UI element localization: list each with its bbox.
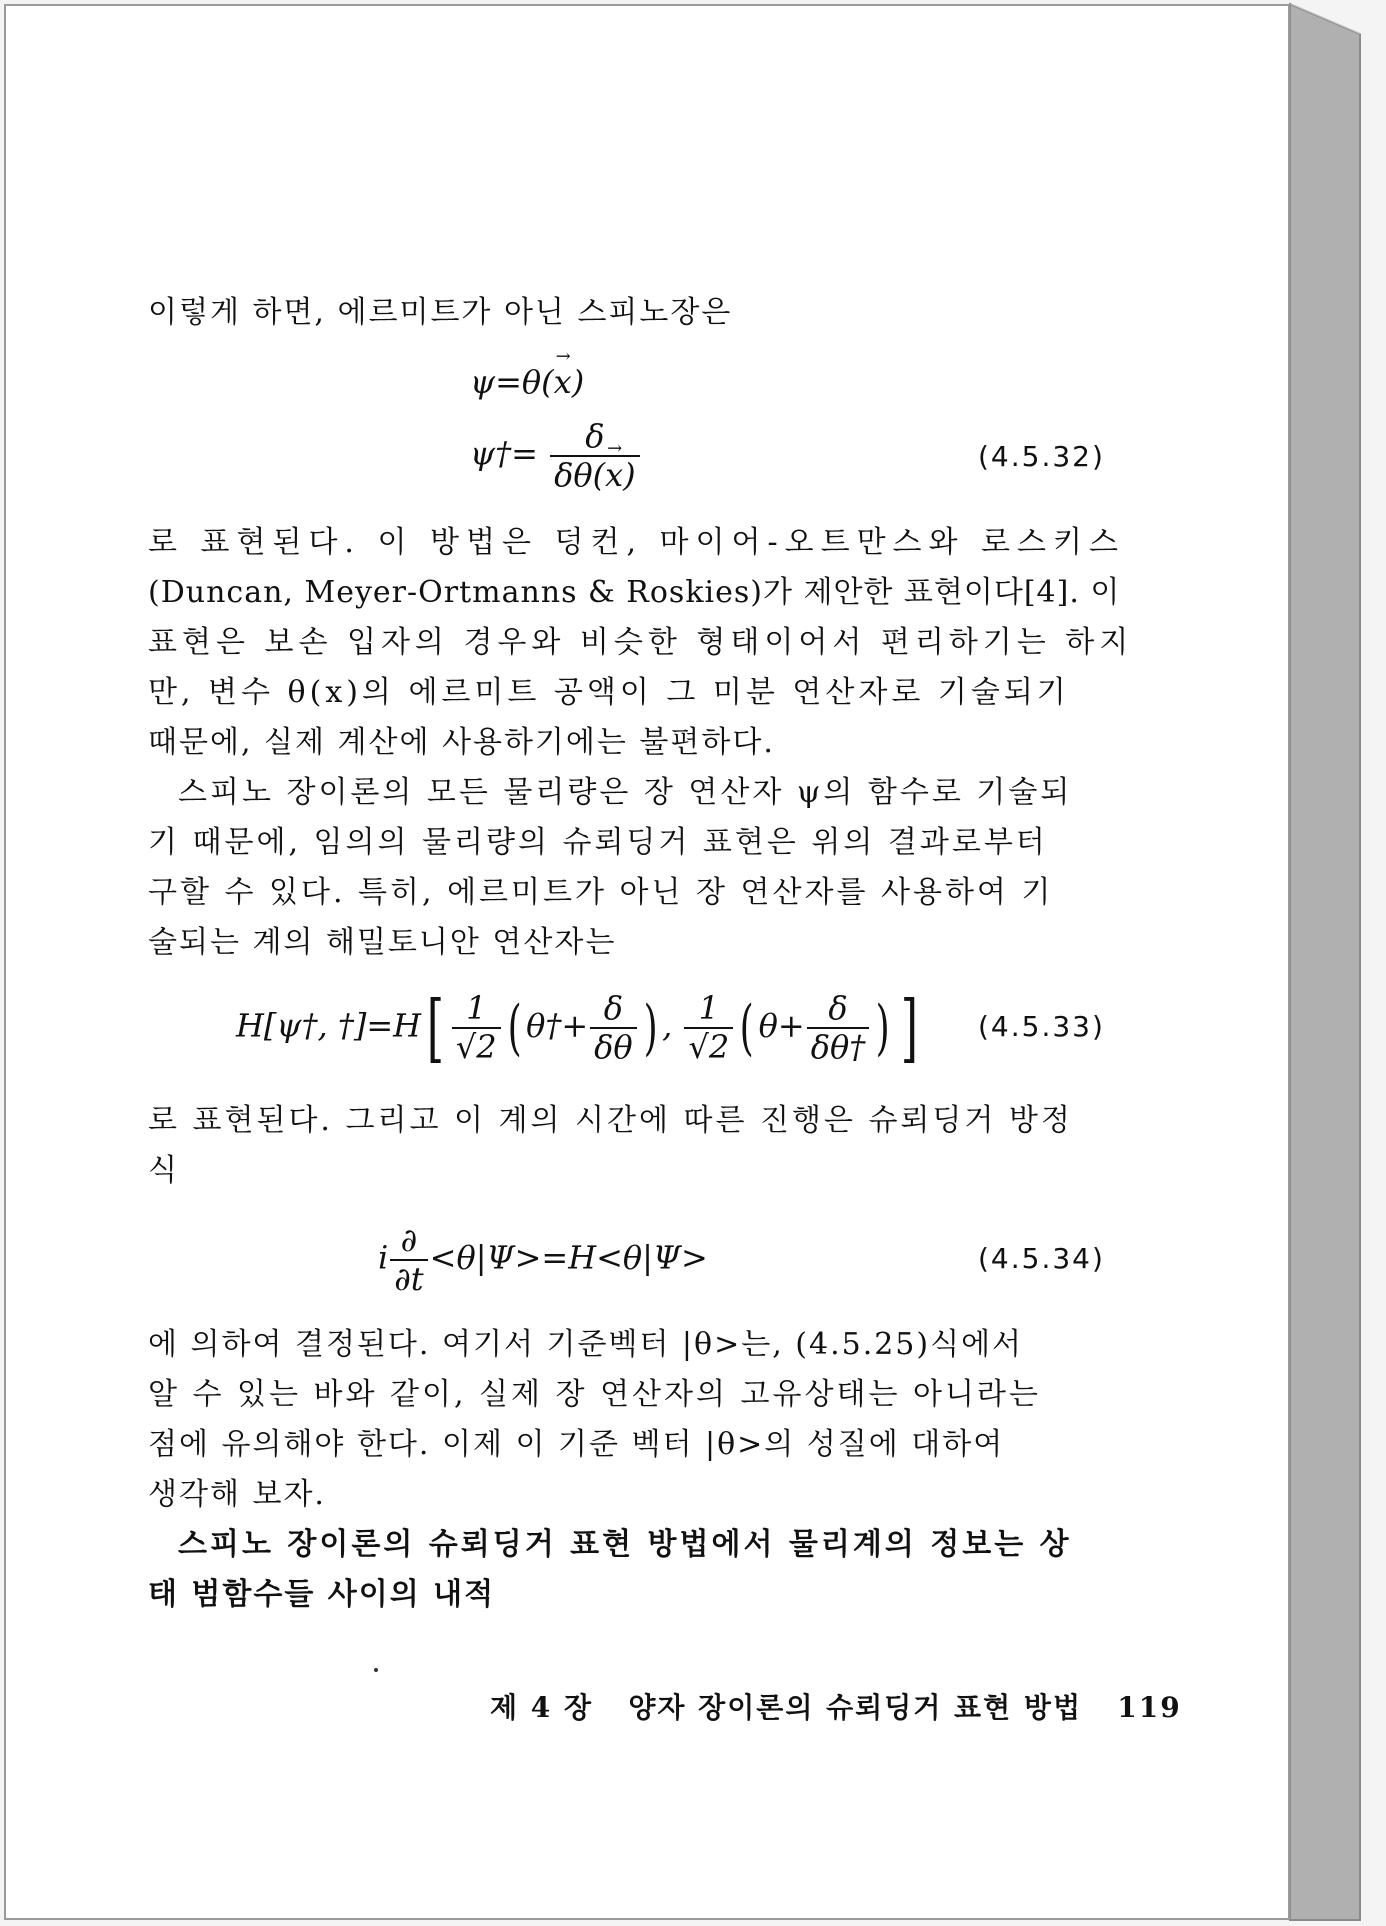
page-number: 119 xyxy=(1117,1691,1182,1724)
equation-number-4-5-34: (4.5.34) xyxy=(978,1242,1105,1275)
text-line-7: 스피노 장이론의 모든 물리량은 장 연산자 ψ의 함수로 기술되 xyxy=(178,775,1073,810)
eq33-frac1-den: √2 xyxy=(455,1027,497,1066)
text-line-11: 로 표현된다. 그리고 이 계의 시간에 따른 진행은 슈뢰딩거 방정 xyxy=(148,1103,1073,1138)
eq34-rest: <θ|Ψ>=H<θ|Ψ> xyxy=(429,1238,708,1277)
eq33-fraction-4 xyxy=(807,990,870,1066)
eq33-fraction-1 xyxy=(452,990,501,1066)
equation-number-4-5-32: (4.5.32) xyxy=(978,440,1105,473)
eq33-fraction-2 xyxy=(590,990,637,1066)
text-line-8: 기 때문에, 임의의 물리량의 슈뢰딩거 표현은 위의 결과로부터 xyxy=(148,825,1048,860)
text-line-12: 식 xyxy=(148,1153,179,1188)
equation-4-5-33 xyxy=(236,984,924,1071)
eq33-frac2-den: δθ xyxy=(594,1027,633,1066)
page-sheet xyxy=(4,4,1290,1920)
footer-title: 양자 장이론의 슈뢰딩거 표현 방법 xyxy=(628,1691,1082,1724)
eq32-lhs-dagger: ψ†= xyxy=(470,434,538,473)
eq33-frac4-num: δ xyxy=(807,990,870,1029)
eq33-comma: , xyxy=(662,1006,673,1045)
footer-chapter: 제 4 장 xyxy=(490,1691,594,1724)
text-line-13: 에 의하여 결정된다. 여기서 기준벡터 |θ>는, (4.5.25)식에서 xyxy=(148,1327,1024,1362)
text-line-16: 생각해 보자. xyxy=(148,1477,326,1512)
eq34-den: ∂t xyxy=(394,1259,424,1298)
text-line-2: 로 표현된다. 이 방법은 덩컨, 마이어-오트만스와 로스키스 xyxy=(148,525,1125,560)
eq32-vector-x: → x xyxy=(554,366,572,398)
eq32-numerator: δ xyxy=(550,418,640,457)
text-line-9: 구할 수 있다. 특히, 에르미트가 아닌 장 연산자를 사용하여 기 xyxy=(148,875,1054,910)
eq33-close-paren-2: ) xyxy=(875,992,890,1063)
equation-4-5-32-line-2 xyxy=(470,418,642,494)
text-line-3: (Duncan, Meyer-Ortmanns & Roskies)가 제안한 표현이다[4]. 이 xyxy=(148,575,1121,610)
eq33-open-bracket: [ xyxy=(426,984,445,1071)
eq32-denominator xyxy=(550,457,640,494)
eq34-i: i xyxy=(378,1238,389,1277)
eq33-frac4-den: δθ† xyxy=(810,1027,866,1066)
text-line-14: 알 수 있는 바와 같이, 실제 장 연산자의 고유상태는 아니라는 xyxy=(148,1377,1041,1412)
eq32-den-vector-x: → x xyxy=(605,457,623,494)
eq33-fraction-3 xyxy=(684,990,733,1066)
ink-speck xyxy=(374,1668,378,1672)
text-line-10: 술되는 계의 해밀토니안 연산자는 xyxy=(148,925,617,960)
eq32-fraction xyxy=(550,418,640,494)
eq32-den-pre: δθ( xyxy=(554,455,606,494)
equation-number-4-5-33: (4.5.33) xyxy=(978,1010,1105,1043)
eq33-open-paren-1: ( xyxy=(507,992,522,1063)
eq33-term-1: θ†+ xyxy=(526,1006,589,1045)
equation-4-5-34 xyxy=(378,1222,708,1298)
eq33-frac3-den: √2 xyxy=(688,1027,730,1066)
eq33-frac1-num: 1 xyxy=(452,990,501,1029)
text-line-15: 점에 유의해야 한다. 이제 이 기준 벡터 |θ>의 성질에 대하여 xyxy=(148,1427,1005,1462)
running-footer xyxy=(490,1686,1182,1726)
eq32-close: ) xyxy=(571,363,585,401)
eq33-frac2-num: δ xyxy=(590,990,637,1029)
eq34-fraction xyxy=(390,1222,427,1298)
text-line-5: 만, 변수 θ(x)의 에르미트 공액이 그 미분 연산자로 기술되기 xyxy=(148,675,1070,710)
text-line-17: 스피노 장이론의 슈뢰딩거 표현 방법에서 물리계의 정보는 상 xyxy=(178,1527,1072,1562)
text-line-4: 표현은 보손 입자의 경우와 비슷한 형태이어서 편리하기는 하지 xyxy=(148,625,1134,660)
eq33-lhs: H[ψ†, †]=H xyxy=(236,1006,422,1045)
eq33-term-2: θ+ xyxy=(758,1006,805,1045)
eq32-lhs: ψ=θ( xyxy=(470,363,554,401)
equation-4-5-32-line-1 xyxy=(470,363,585,401)
text-line-18: 태 범함수들 사이의 내적 xyxy=(148,1577,496,1612)
text-line-1: 이렇게 하면, 에르미트가 아닌 스피노장은 xyxy=(148,295,733,330)
eq33-close-bracket: ] xyxy=(900,984,918,1071)
eq33-open-paren-2: ( xyxy=(739,992,754,1063)
eq34-num: ∂ xyxy=(390,1222,427,1261)
text-line-6: 때문에, 실제 계산에 사용하기에는 불편하다. xyxy=(148,725,775,760)
eq33-frac3-num: 1 xyxy=(684,990,733,1029)
eq32-den-close: ) xyxy=(623,455,636,494)
eq33-close-paren-1: ) xyxy=(643,992,658,1063)
